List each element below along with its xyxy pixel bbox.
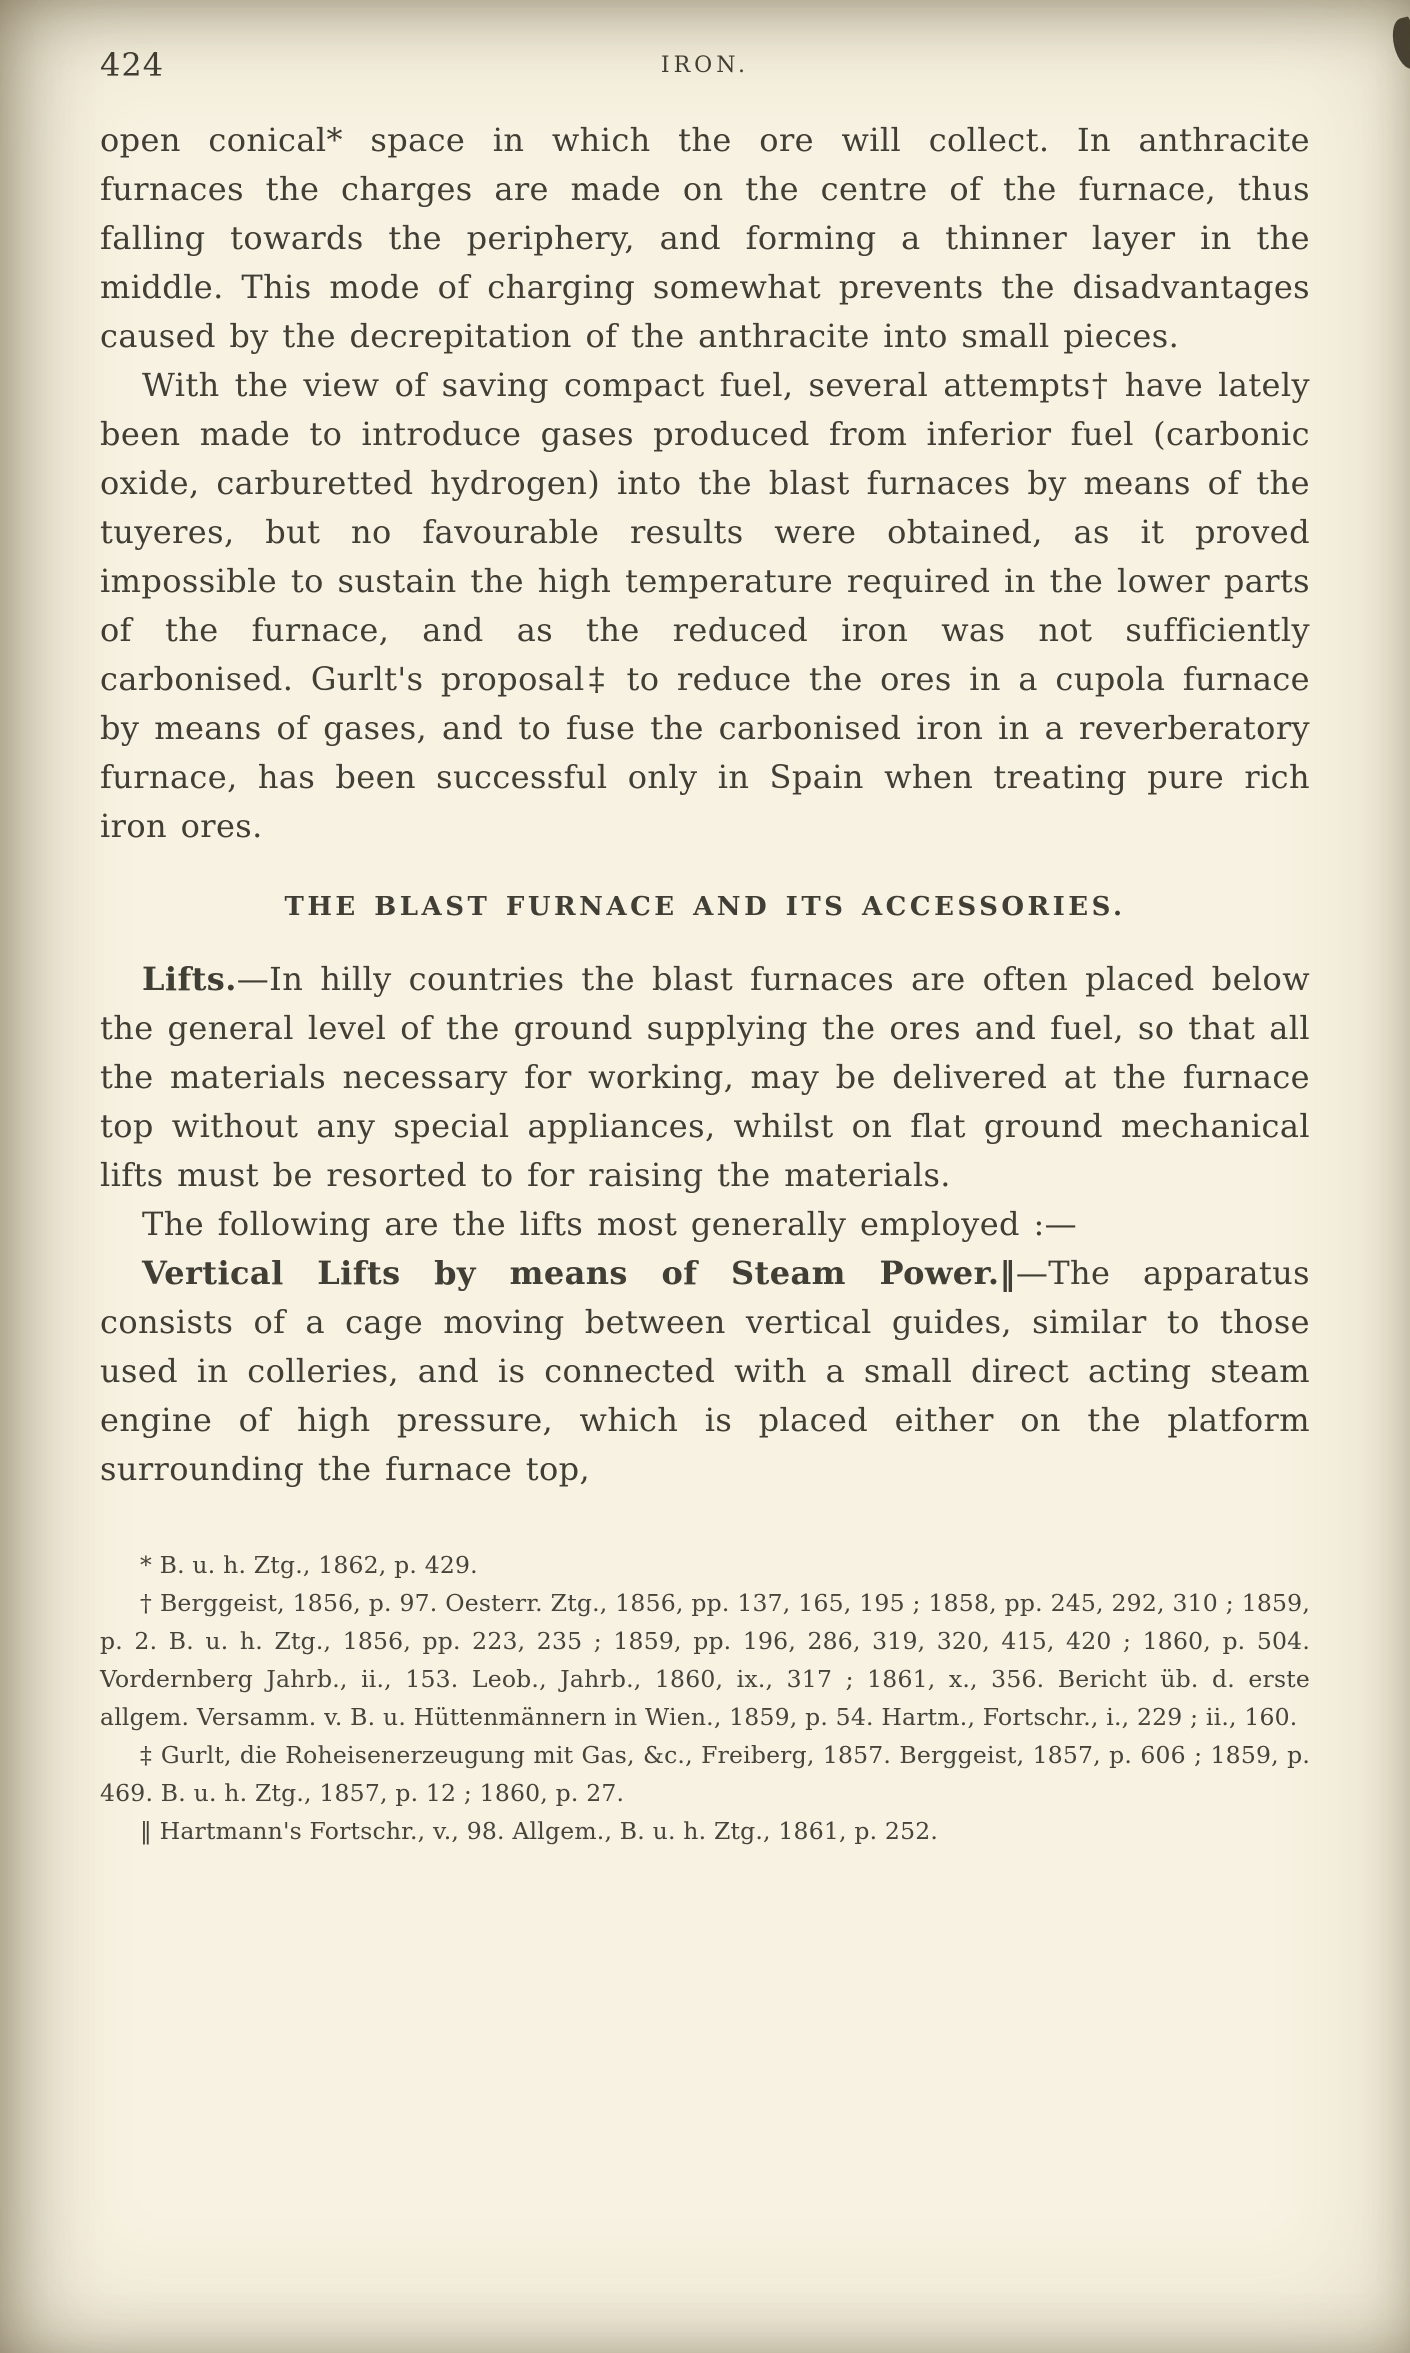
paragraph-text: —In hilly countries the blast furnaces are often placed below the general level of the ground supplying the ores and fuel, so that all the materials necessary for working, may be delivered at the furnace top without any special appliances, whilst on flat ground mechanical lifts must be resorted to for raising the materials. [100, 960, 1310, 1194]
footnote: ‡ Gurlt, die Roheisenerzeugung mit Gas, &c., Freiberg, 1857. Berggeist, 1857, p. 606 ; 1859, p. 469. B. u. h. Ztg., 1857, p. 12 ; 1860, p. 27. [100, 1741, 1310, 1807]
footnote: † Berggeist, 1856, p. 97. Oesterr. Ztg., 1856, pp. 137, 165, 195 ; 1858, pp. 245, 292, 310 ; 1859, p. 2. B. u. h. Ztg., 1856, pp. 223, 235 ; 1859, pp. 196, 286, 319, 320, 415, 420 ; 1860, p. 504. Vordernberg Jahrb., ii., 153. Leob., Jahrb., 1860, ix., 317 ; 1861, x., 356. Bericht üb. d. erste allgem. Versamm. v. B. u. Hüttenmännern in Wien., 1859, p. 54. Hartm., Fortschr., i., 229 ; ii., 160. [100, 1589, 1310, 1731]
paragraph [100, 1249, 1310, 1494]
footnote: ‖ Hartmann's Fortschr., v., 98. Allgem., B. u. h. Ztg., 1861, p. 252. [140, 1817, 939, 1845]
paragraph-text: The following are the lifts most generally employed :— [142, 1205, 1078, 1243]
section-heading: THE BLAST FURNACE AND ITS ACCESSORIES. [284, 892, 1126, 922]
footnote: * B. u. h. Ztg., 1862, p. 429. [140, 1551, 478, 1579]
footnotes [100, 1546, 1310, 1850]
paragraph-text: With the view of saving compact fuel, several attempts† have lately been made to introduce gases produced from inferior fuel (carbonic oxide, carburetted hydrogen) into the blast furnaces by means of the tuyeres, but no favourable results were obtained, as it proved impossible to sustain the high temperature required in the lower parts of the furnace, and as the reduced iron was not sufficiently carbonised. Gurlt's proposal‡ to reduce the ores in a cupola furnace by means of gases, and to fuse the carbonised iron in a reverberatory furnace, has been successful only in Spain when treating pure rich iron ores. [100, 366, 1310, 845]
paragraph-lead: Lifts. [142, 960, 237, 998]
paragraph-lead: Vertical Lifts by means of Steam Power.‖ [142, 1254, 1016, 1292]
paragraph [100, 955, 1310, 1200]
page-body [100, 116, 1310, 1494]
running-head: IRON. [660, 53, 750, 78]
paragraph-text: —The apparatus consists of a cage moving between vertical guides, similar to those used in colleries, and is connected with a small direct acting steam engine of high pressure, which is placed either on the platform surrounding the furnace top, [100, 1254, 1310, 1488]
paragraph [100, 116, 1310, 361]
page-number: 424 [100, 46, 165, 84]
paragraph [100, 1200, 1310, 1249]
scan-smudge [1388, 16, 1410, 72]
paragraph-text: open conical* space in which the ore will collect. In anthracite furnaces the charges are made on the centre of the furnace, thus falling towards the periphery, and forming a thinner layer in the middle. This mode of charging somewhat prevents the disadvantages caused by the decrepitation of the anthracite into small pieces. [100, 121, 1310, 355]
paragraph [100, 361, 1310, 851]
page-header [100, 46, 1310, 90]
